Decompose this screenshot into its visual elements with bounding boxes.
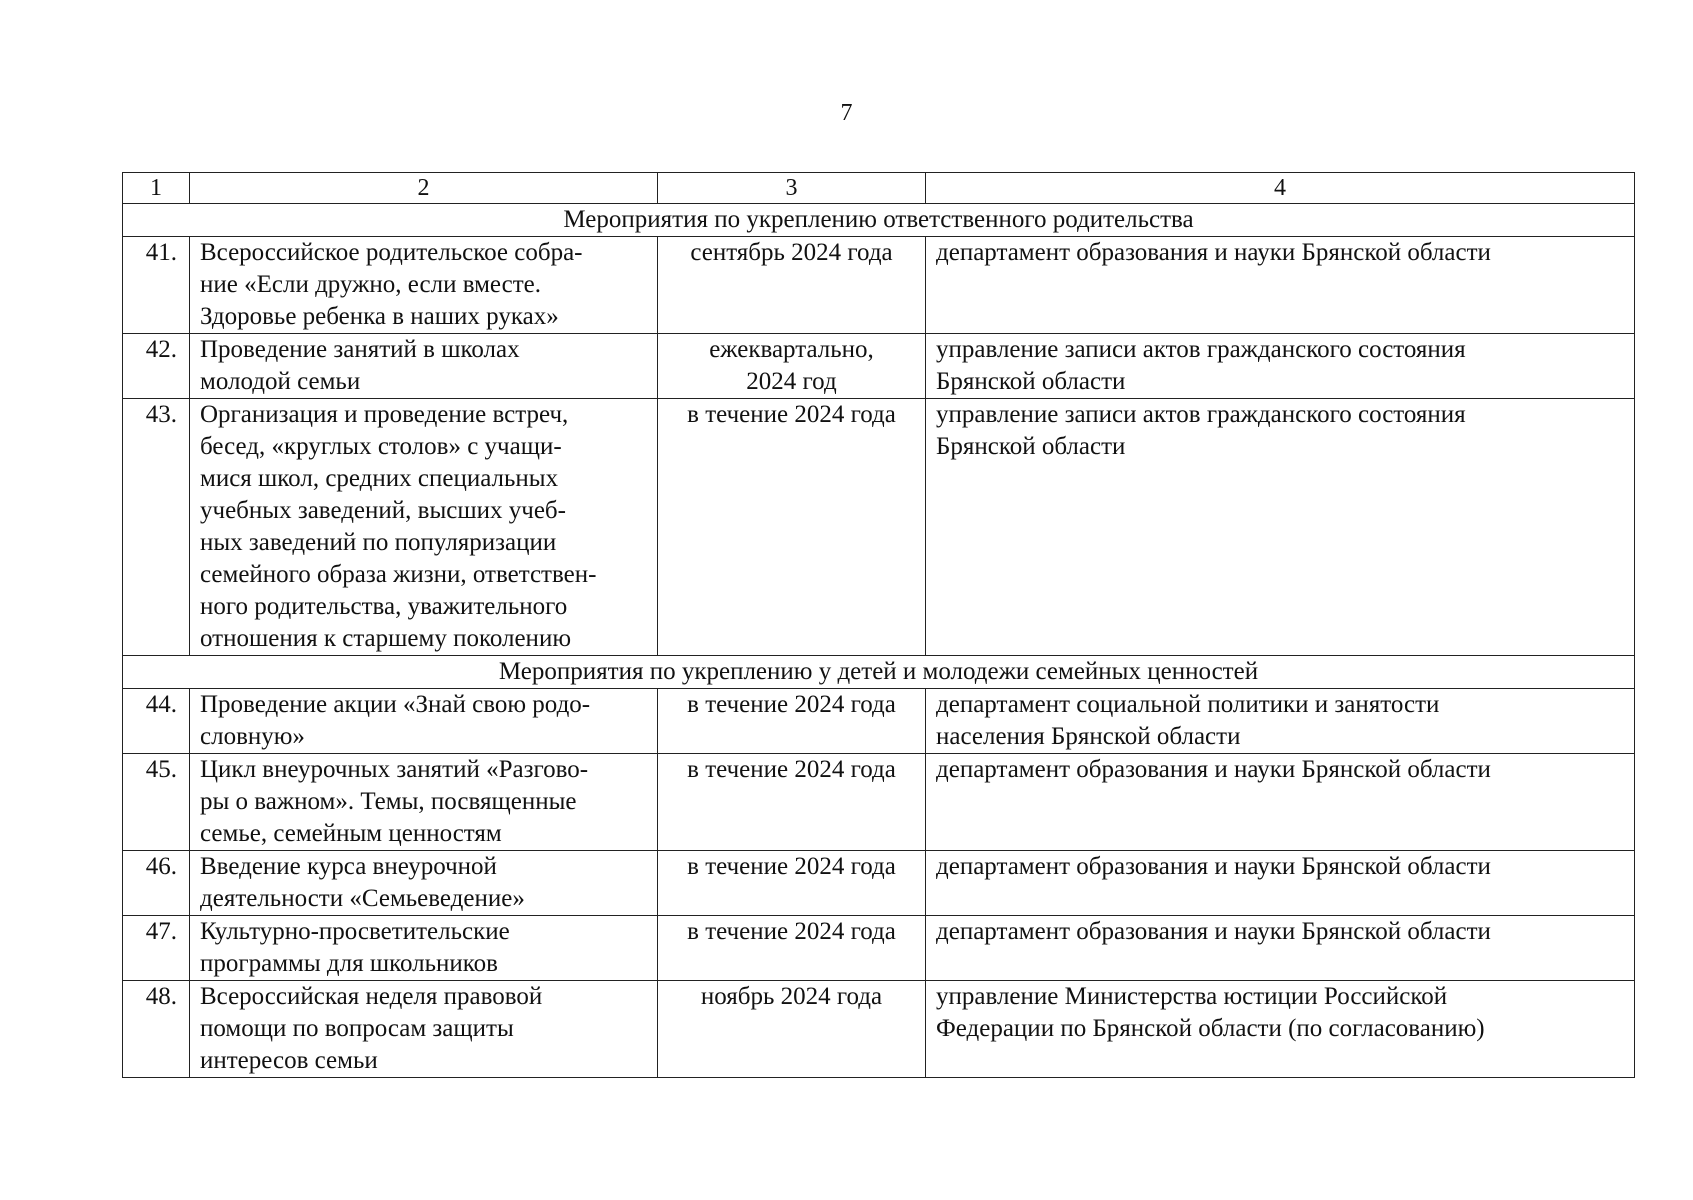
event-cell: Всероссийская неделя правовой помощи по вопросам защиты интересов семьи <box>190 981 658 1078</box>
responsible-cell: управление Министерства юстиции Российской Федерации по Брянской области (по согласованию) <box>926 981 1635 1078</box>
event-cell: Проведение занятий в школах молодой семьи <box>190 334 658 399</box>
column-number: 2 <box>190 173 658 204</box>
schedule-table <box>122 172 1635 1078</box>
date-cell: в течение 2024 года <box>658 851 926 916</box>
event-cell: Организация и проведение встреч, бесед, «круглых столов» с учащи- мися школ, средних специальных учебных заведений, высших учеб- ных заведений по популяризации семейного образа жизни, ответствен- ного родительства, уважительного отношения к старшему поколению <box>190 399 658 656</box>
table-row <box>123 334 1635 399</box>
date-cell: в течение 2024 года <box>658 689 926 754</box>
responsible-cell: управление записи актов гражданского состояния Брянской области <box>926 399 1635 656</box>
row-number: 46. <box>123 851 190 916</box>
section-title: Мероприятия по укреплению ответственного родительства <box>123 204 1635 237</box>
date-cell: в течение 2024 года <box>658 399 926 656</box>
date-cell: в течение 2024 года <box>658 916 926 981</box>
section-header-row <box>123 656 1635 689</box>
row-number: 41. <box>123 237 190 334</box>
responsible-cell: департамент образования и науки Брянской области <box>926 851 1635 916</box>
event-cell: Проведение акции «Знай свою родо- словную» <box>190 689 658 754</box>
table-row <box>123 689 1635 754</box>
table-row <box>123 981 1635 1078</box>
event-cell: Введение курса внеурочной деятельности «Семьеведение» <box>190 851 658 916</box>
table-row <box>123 399 1635 656</box>
date-cell: ежеквартально, 2024 год <box>658 334 926 399</box>
table-row <box>123 237 1635 334</box>
responsible-cell: департамент образования и науки Брянской области <box>926 916 1635 981</box>
column-number: 1 <box>123 173 190 204</box>
table-row <box>123 916 1635 981</box>
page-number: 7 <box>840 100 853 126</box>
row-number: 43. <box>123 399 190 656</box>
column-number: 3 <box>658 173 926 204</box>
column-number: 4 <box>926 173 1635 204</box>
row-number: 42. <box>123 334 190 399</box>
event-cell: Культурно-просветительские программы для школьников <box>190 916 658 981</box>
table-row <box>123 754 1635 851</box>
date-cell: сентябрь 2024 года <box>658 237 926 334</box>
responsible-cell: департамент социальной политики и занятости населения Брянской области <box>926 689 1635 754</box>
row-number: 47. <box>123 916 190 981</box>
row-number: 44. <box>123 689 190 754</box>
row-number: 48. <box>123 981 190 1078</box>
column-number-row <box>123 173 1635 204</box>
section-header-row <box>123 204 1635 237</box>
responsible-cell: департамент образования и науки Брянской области <box>926 754 1635 851</box>
event-cell: Всероссийское родительское собра- ние «Если дружно, если вместе. Здоровье ребенка в наших руках» <box>190 237 658 334</box>
section-title: Мероприятия по укреплению у детей и молодежи семейных ценностей <box>123 656 1635 689</box>
event-cell: Цикл внеурочных занятий «Разгово- ры о важном». Темы, посвященные семье, семейным ценностям <box>190 754 658 851</box>
table-row <box>123 851 1635 916</box>
row-number: 45. <box>123 754 190 851</box>
date-cell: ноябрь 2024 года <box>658 981 926 1078</box>
responsible-cell: управление записи актов гражданского состояния Брянской области <box>926 334 1635 399</box>
date-cell: в течение 2024 года <box>658 754 926 851</box>
responsible-cell: департамент образования и науки Брянской области <box>926 237 1635 334</box>
